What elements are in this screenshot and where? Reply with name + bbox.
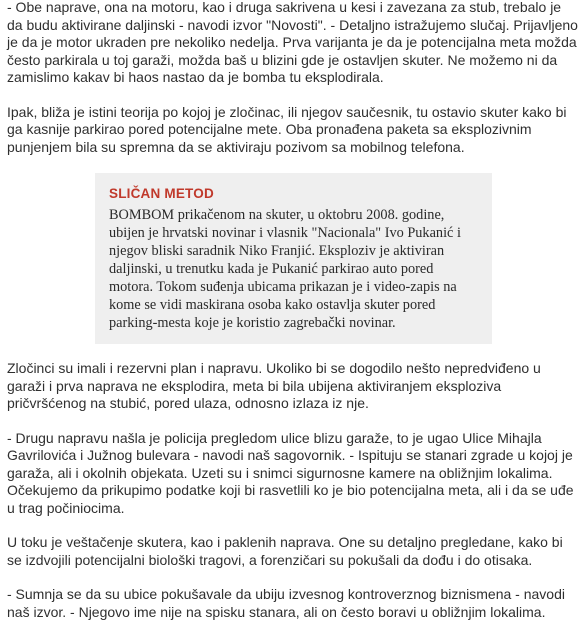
article-paragraph: - Obe naprave, ona na motoru, kao i druga sakrivena u kesi i zavezana za stub, trebalo je da budu aktivirane daljinski - navodi izvor "Novosti". - Detaljno istražujemo slučaj. Prijavljeno je da je motor ukraden pre nekoliko nedelja. Prva varijanta je da je potencijalna meta možda često parkirala u toj garaži, možda baš u blizini gde je ostavljen skuter. Ne možemo ni da zamislimo kakav bi haos nastao da je bomba tu eksplodirala. (7, 0, 578, 85)
sidebox-heading: SLIČAN METOD (109, 186, 214, 201)
article-paragraph: - Drugu napravu našla je policija pregledom ulice blizu garaže, to je ugao Ulice Mihajla Gavrilovića i Južnog bulevara - navodi naš sagovornik. - Ispituju se stanari zgrade u kojoj je garaža, ali i okolnih objekata. Uzeti su i snimci sigurnosne kamere na obližnjim lokalima. Očekujemo da prikupimo podatke koji bi rasvetlili ko je bio potencijalna meta, ali i da se uđe u trag počiniocima. (7, 429, 574, 516)
related-sidebox (95, 173, 492, 344)
article-body (7, 0, 579, 638)
article-paragraph: U toku je veštačenje skutera, kao i paklenih naprava. One su detaljno pregledane, kako bi se izdvojili potencijalni biološki tragovi, a forenzičari su pokušali da dođu i do otisaka. (7, 534, 563, 568)
article-paragraph: Ipak, bliža je istini teorija po kojoj je zločinac, ili njegov saučesnik, tu ostavio skuter kako bi ga kasnije parkirao pored potencijalne mete. Oba pronađena paketa sa eksplozivnim punjenjem bila su spremna da se aktiviraju pozivom sa mobilnog telefona. (7, 103, 567, 155)
article-paragraph: Zločinci su imali i rezervni plan i napravu. Ukoliko bi se dogodilo nešto nepredviđeno u garaži i prva naprava ne eksplodira, meta bi bila ubijena aktiviranjem eksploziva pričvršćenog na stubić, pored ulaza, odnosno izlaza iz nje. (7, 360, 541, 411)
article-paragraph: - Sumnja se da su ubice pokušavale da ubiju izvesnog kontroverznog biznismena - navodi naš izvor. - Njegovo ime nije na spisku stanara, ali on često boravi u obližnjim lokalima. (7, 586, 565, 620)
sidebox-body: BOMBOM prikačenom na skuter, u oktobru 2008. godine, ubijen je hrvatski novinar i vlasnik "Nacionala" Ivo Pukanić i njegov bliski saradnik Niko Franjić. Eksploziv je aktiviran daljinski, u trenutku kada je Pukanić parkirao auto pored motora. Tokom suđenja ubicama prikazan je i video-zapis na kome se vidi maskirana osoba kako ostavlja skuter pored parking-mesta koje je koristio zagrebački novinar. (109, 207, 461, 331)
